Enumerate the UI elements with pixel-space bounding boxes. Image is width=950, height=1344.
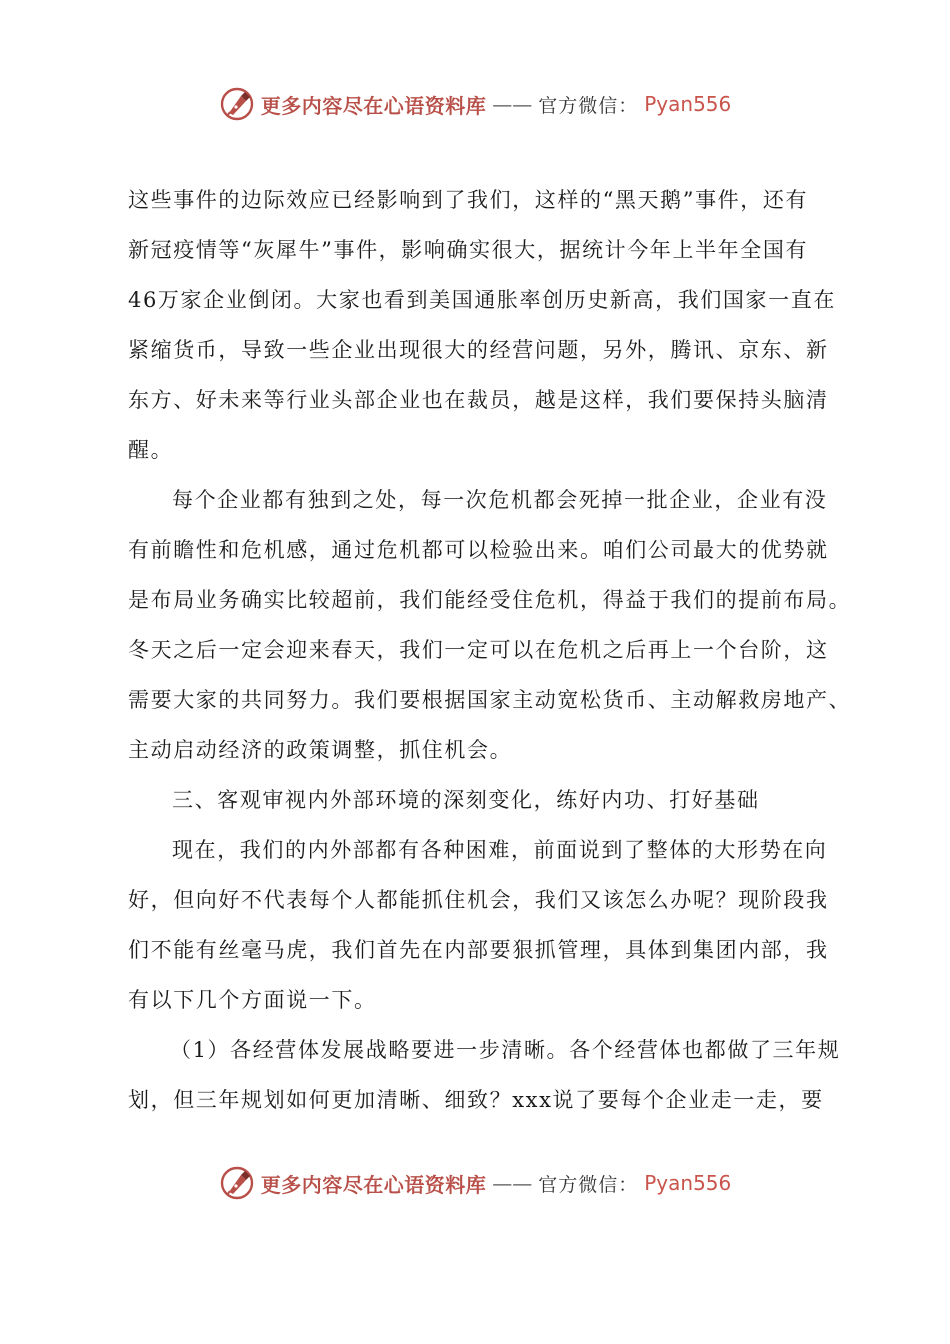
- section-heading: 三、客观审视内外部环境的深刻变化，练好内功、打好基础: [172, 788, 760, 812]
- header-banner: [0, 84, 950, 124]
- text-line: 有以下几个方面说一下。: [128, 988, 377, 1012]
- banner-wechat-id: Pyan556: [644, 92, 732, 116]
- banner-wechat-label: 官方微信：: [538, 94, 639, 117]
- banner-dash: ——: [492, 92, 533, 116]
- banner-dash: ——: [492, 1171, 533, 1195]
- text-line: 醒。: [128, 438, 174, 462]
- text-line: 冬天之后一定会迎来春天，我们一定可以在危机之后再上一个台阶，这: [128, 638, 829, 662]
- text-line: 好，但向好不代表每个人都能抓住机会，我们又该怎么办呢？现阶段我: [128, 888, 829, 912]
- text-line: 是布局业务确实比较超前，我们能经受住危机，得益于我们的提前布局。: [128, 588, 852, 612]
- text-line: 们不能有丝毫马虎，我们首先在内部要狠抓管理，具体到集团内部，我: [128, 938, 829, 962]
- footer-banner: [0, 1163, 950, 1203]
- header-banner-inner: [219, 86, 732, 122]
- text-line: 划，但三年规划如何更加清晰、细致？xxx说了要每个企业走一走，要: [128, 1088, 824, 1112]
- text-line: 新冠疫情等“灰犀牛”事件，影响确实很大，据统计今年上半年全国有: [128, 238, 809, 262]
- paragraph-start-line: 每个企业都有独到之处，每一次危机都会死掉一批企业，企业有没: [172, 488, 828, 512]
- text-line: 东方、好未来等行业头部企业也在裁员，越是这样，我们要保持头脑清: [128, 388, 829, 412]
- text-line: 主动启动经济的政策调整，抓住机会。: [128, 738, 513, 762]
- text-line: 紧缩货币，导致一些企业出现很大的经营问题，另外，腾讯、京东、新: [128, 338, 829, 362]
- text-line: 有前瞻性和危机感，通过危机都可以检验出来。咱们公司最大的优势就: [128, 538, 829, 562]
- banner-slogan: 更多内容尽在心语资料库: [260, 1172, 487, 1197]
- banner-slogan: 更多内容尽在心语资料库: [260, 93, 487, 118]
- text-line: 46万家企业倒闭。大家也看到美国通胀率创历史新高，我们国家一直在: [128, 288, 836, 312]
- pen-nib-logo-icon: [219, 86, 255, 122]
- document-body: [128, 175, 852, 1125]
- footer-banner-inner: [219, 1165, 732, 1201]
- numbered-item-line: （1）各经营体发展战略要进一步清晰。各个经营体也都做了三年规: [170, 1038, 841, 1062]
- pen-nib-logo-icon: [219, 1165, 255, 1201]
- banner-wechat-label: 官方微信：: [538, 1173, 639, 1196]
- banner-wechat-id: Pyan556: [644, 1171, 732, 1195]
- paragraph-start-line: 现在，我们的内外部都有各种困难，前面说到了整体的大形势在向: [172, 838, 828, 862]
- text-line: 这些事件的边际效应已经影响到了我们，这样的“黑天鹅”事件，还有: [128, 188, 809, 212]
- text-line: 需要大家的共同努力。我们要根据国家主动宽松货币、主动解救房地产、: [128, 688, 852, 712]
